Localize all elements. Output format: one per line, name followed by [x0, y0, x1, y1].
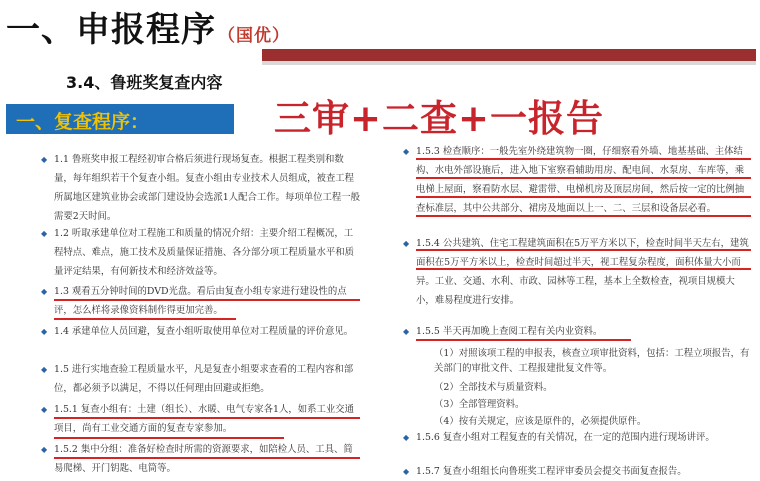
list-item-text: 1.5.5 半天再加晚上查阅工程有关内业资料。: [416, 326, 603, 337]
title-accent-bar: [262, 49, 756, 61]
bullet-icon: ◆: [41, 365, 48, 374]
list-item: [403, 234, 751, 310]
list-item-text: 1.4 承建单位人员回避，复查小组听取使用单位对工程质量的评价意见。: [54, 326, 354, 337]
sub-item: （3）全部管理资料。: [434, 399, 525, 410]
list-item-text: 1.5 进行实地查验工程质量水平，凡是复查小组要求查看的工程内容和部位，都必须予以满足，不得以任何理由回避或拒绝。: [54, 364, 354, 394]
highlight-underline: [416, 177, 751, 179]
section-heading: 3.4、鲁班奖复查内容: [66, 73, 223, 92]
page-title: [6, 2, 290, 51]
bullet-icon: ◆: [41, 287, 48, 296]
list-item: [403, 428, 751, 447]
page-title-text: 一、申报程序: [6, 10, 216, 50]
list-item-text: 1.5.4 公共建筑、住宅工程建筑面积在5万平方米以下，检查时间半天左右，建筑面积在5万平方米以上，检查时间超过半天，视工程复杂程度，面积体量大小而异。工业、交通、水利、市政、园林等工程，基本上全数检查，视项目规模大小，难易程度进行安排。: [416, 238, 749, 306]
bullet-icon: ◆: [403, 147, 410, 156]
highlight-underline: [416, 268, 751, 270]
highlight-underline: [416, 196, 751, 198]
list-item-text: 1.1 鲁班奖申报工程经初审合格后须进行现场复查。根据工程类别和数量，每年组织若干个复查小组。复查小组由专业技术人员组成，被查工程所属地区建筑业协会或部门建设协会选派1人配合工作。每项单位工程一般需要2天时间。: [54, 154, 360, 222]
procedure-banner: [6, 104, 234, 134]
bullet-icon: ◆: [403, 433, 410, 442]
list-item: [41, 150, 360, 226]
highlight-underline: [416, 158, 751, 160]
list-item: [41, 360, 360, 398]
bullet-icon: ◆: [41, 445, 48, 454]
title-accent-shadow: [262, 61, 756, 65]
procedure-banner-label: 一、复查程序：: [16, 111, 150, 133]
sub-item: （2）全部技术与质量资料。: [434, 382, 553, 393]
highlight-underline: [54, 417, 360, 419]
page-title-note: （国优）: [218, 26, 290, 46]
list-item: [403, 462, 751, 481]
bullet-icon: ◆: [41, 327, 48, 336]
list-item: [41, 400, 360, 438]
list-item: [41, 224, 360, 281]
list-item: [403, 142, 751, 218]
highlight-underline: [54, 299, 360, 301]
bullet-icon: ◆: [41, 229, 48, 238]
highlight-underline: [54, 437, 284, 439]
list-item: [41, 322, 360, 341]
highlight-underline: [416, 339, 631, 341]
list-item-text: 1.2 听取承建单位对工程施工和质量的情况介绍：主要介绍工程概况，工程特点、难点，施工技术及质量保证措施、各分部分项工程质量水平和质量评定结果，有何新技术和经济效益等。: [54, 228, 355, 277]
bullet-icon: ◆: [403, 467, 410, 476]
list-item-text: 1.5.2 集中分组：准备好检查时所需的资源要求，如陪检人员、工具、简易爬梯、开门钥匙、电筒等。: [54, 444, 353, 474]
highlight-underline: [416, 249, 751, 251]
highlight-underline: [416, 215, 751, 217]
sub-item: （1）对照该项工程的申报表，核查立项审批资料，包括：工程立项报告，有关部门的审批文件、工程报建批复文件等。: [434, 348, 750, 374]
list-item: [41, 440, 360, 478]
list-item-text: 1.5.7 复查小组组长向鲁班奖工程评审委员会提交书面复查报告。: [416, 466, 687, 477]
list-item-text: 1.5.6 复查小组对工程复查的有关情况，在一定的范围内进行现场讲评。: [416, 432, 715, 443]
bullet-icon: ◆: [41, 155, 48, 164]
highlight-underline: [54, 457, 360, 459]
bullet-icon: ◆: [41, 405, 48, 414]
bullet-icon: ◆: [403, 327, 410, 336]
bullet-icon: ◆: [403, 239, 410, 248]
slogan: 三审+二查+一报告: [274, 97, 605, 140]
highlight-underline: [54, 318, 236, 320]
list-item: [41, 282, 360, 320]
sub-item: （4）按有关规定，应该是原件的，必须提供原件。: [434, 416, 647, 427]
list-item-text: 1.5.1 复查小组有：土建（组长）、水暖、电气专家各1人，如系工业交通项目，尚有工业交通方面的复查专家参加。: [54, 404, 354, 434]
list-item-text: 1.5.3 检查顺序：一般先室外绕建筑物一圈，仔细察看外墙、地基基础、主体结构、水电外部设施后，进入地下室察看辅助用房、配电间、水泵房、车库等，乘电梯上屋面，察看防水层、避雷带、电梯机房及顶层房间，然后按一定的比例抽查标准层，其中公共部分、裙房及地面以上一、二、三层和设备层必看。: [416, 146, 745, 214]
list-item-text: 1.3 观看五分钟时间的DVD光盘。看后由复查小组专家进行建设性的点评，怎么样将录像资料制作得更加完善。: [54, 286, 347, 316]
